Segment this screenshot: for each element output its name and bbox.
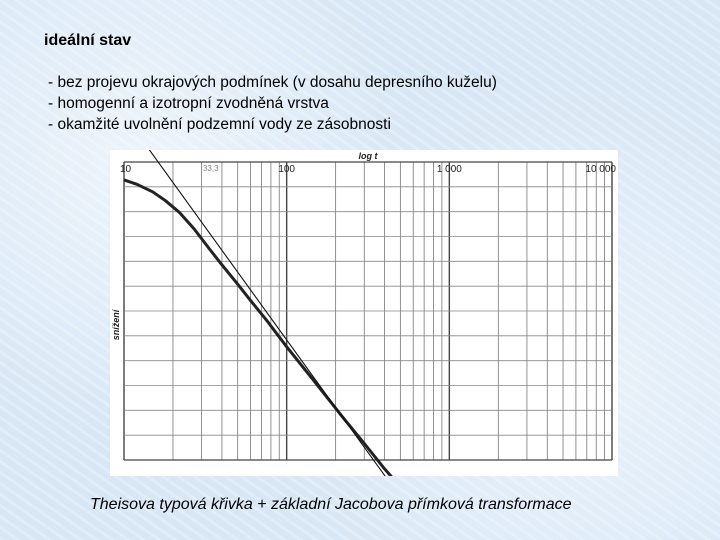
x-tick-label: 10 bbox=[120, 164, 132, 175]
x-tick-labels bbox=[120, 164, 616, 175]
bullet-item: - bez projevu okrajových podmínek (v dosahu depresního kuželu) bbox=[48, 72, 497, 93]
chart-caption: Theisova typová křivka + základní Jacobova přímková transformace bbox=[90, 496, 572, 513]
grid bbox=[124, 162, 612, 460]
chart-canvas bbox=[110, 150, 618, 476]
bullet-item: - okamžité uvolnění podzemní vody ze zásobnosti bbox=[48, 114, 497, 135]
slide-title: ideální stav bbox=[44, 32, 132, 49]
theis-type-curve bbox=[124, 180, 400, 476]
y-axis-label: snížení bbox=[111, 309, 121, 341]
jacob-straight-line bbox=[144, 150, 400, 476]
x-tick-label: 100 bbox=[278, 164, 296, 175]
bullet-list bbox=[48, 72, 497, 135]
x-tick-label: 10 000 bbox=[585, 164, 616, 175]
bullet-item: - homogenní a izotropní zvodněná vrstva bbox=[48, 93, 497, 114]
series bbox=[124, 150, 400, 476]
x-tick-label: 33,3 bbox=[202, 164, 219, 173]
theis-chart bbox=[110, 150, 618, 476]
x-tick-label: 1 000 bbox=[436, 164, 462, 175]
x-axis-label: log t bbox=[358, 151, 378, 161]
